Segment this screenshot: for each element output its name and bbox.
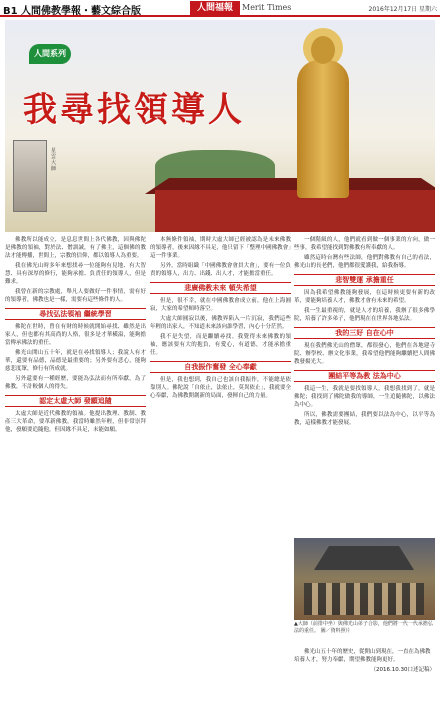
masthead xyxy=(0,0,440,17)
paragraph: 佛光山五十年的歷史，從開山到現在，一直在為佛教培養人才，努力奉獻，期望佛教能夠更好。 xyxy=(294,649,431,663)
paragraph: 我這一生，我就是要找領導人，我想我找到了，就是佛陀；我找到了佛陀做我的導師，一生追隨佛陀，以佛法為中心。 xyxy=(294,386,435,408)
brand-name: Merit Times xyxy=(242,3,292,12)
portrait-label: 星雲大師 xyxy=(51,148,57,172)
subheading: 尋找弘法領袖 繼統學習 xyxy=(5,308,146,320)
subheading: 團結平等為教 法為中心 xyxy=(294,370,435,382)
newspaper-logo: 人間福報 xyxy=(190,1,240,15)
column-1 xyxy=(5,236,146,436)
buddha-body xyxy=(297,60,349,198)
paragraph: 我曾在新的宗教處，舉凡人要做好一件事情，需有好的領導者，佛教也是一樣，需要有這些條件的人。 xyxy=(5,289,146,303)
subheading: 認定太虛大師 發願追隨 xyxy=(5,395,146,407)
paragraph: 我一生最重視的，就是人才的培養，我辦了很多佛學院，培養了許多弟子，他們現在在世界各地弘法。 xyxy=(294,308,435,322)
series-badge: 人間系列 xyxy=(29,44,71,64)
buddha-statue xyxy=(297,28,349,198)
subheading: 自我振作奮發 全心奉獻 xyxy=(150,361,291,373)
paragraph: 但是，我也想到，我自己也該自我振作，不能總是依靠別人。佛陀說「自依止，法依止，莫異依止」，我就要全心奉獻，為佛教開創新的局面，發揮自己的力量。 xyxy=(150,377,291,399)
paragraph: 因為我希望佛教能夠發展，在這時候更要有新的改革，要能夠培養人才，佛教才會有未來的希望。 xyxy=(294,290,435,304)
paragraph: 大虛大師圓寂以後，佛教界陷入一片沉寂，我們這些年輕的出家人，不知道未來該向誰學習，內心十分茫然。 xyxy=(150,316,291,330)
paragraph: 我在佛光山時多年來想找尋一位能夠有見地、有大智慧、具有深厚的修行，能夠承擔、負責任的領導人，但是難求。 xyxy=(5,263,146,285)
paragraph: 雖然這時台灣有些法師，他們對佛教有自己的看法，佛光山的長老們，他們都很愛護我，給我指導。 xyxy=(294,255,435,269)
buddha-head xyxy=(311,36,335,64)
subheading: 悲廣佛教未來 頓失希望 xyxy=(150,282,291,294)
paragraph: 但是，很不幸，就在中國佛教會成立前，他在上海圓寂，大家的希望頓時落空。 xyxy=(150,298,291,312)
closing-section xyxy=(294,648,435,674)
subheading: 我的三好 自在心中 xyxy=(294,327,435,339)
photo-people xyxy=(304,583,424,615)
paragraph: 佛教所以能成立，是息息世間上各代佛教，因與佛陀是佛教的領袖，對於法、僧訓誡，有了佛主，這個佛的教法才能傳播，世間上，宗教的信仰，都以領導人為重要。 xyxy=(5,237,146,259)
photo-caption: ▲大師（前排中坐）與佛光山弟子合影，他們將一代一代承擔弘法的重任。 圖／資料照片 xyxy=(294,621,433,634)
photo-temple-roof xyxy=(314,546,414,570)
article-title: 我尋找領導人 xyxy=(23,90,245,130)
subheading: 悲智雙運 承擔重任 xyxy=(294,274,435,286)
paragraph: 佛光山開山五十年，就是在尋找領導人；我說人有才華，還要有品德，品德是最重要的；另外要有悲心，能夠慈悲度眾，修行有所成就。 xyxy=(5,350,146,372)
paragraph: 我不是失望，而是繼續尋找。我覺得未來佛教的領袖，應該要有大的抱負，有愛心，有道德，才能承擔重任。 xyxy=(150,334,291,356)
group-photo xyxy=(294,538,435,620)
paragraph: 另外還要有一種經歷，要能為弘法而有所奉獻，為了佛教，不計較個人的得失。 xyxy=(5,376,146,390)
section-label: B1 人間佛教學報・藝文綜合版 xyxy=(3,6,142,17)
paragraph: 太虛大師是近代佛教的領袖。他提出教理、教制、教產三大革命，要革新佛教。我當時雖然年輕，但非常崇拜他，發願要追隨他，但因緣不具足，未能如願。 xyxy=(5,411,146,433)
paragraph: 佛陀在世時，曾在有財的時候就開始尋找、雖然是出家人，但也都有其高尚的人格，很多是才華橫溢，能夠擔當傳承佛法的重任。 xyxy=(5,324,146,346)
paragraph: 一個階級的人，他們就看到做一個事業的方向，做一些事，我希望能找到對佛教有所奉獻的人。 xyxy=(294,237,435,251)
hero-banner xyxy=(5,20,435,232)
sign-off: （2016.10.30口述記稿） xyxy=(370,667,435,673)
paragraph: 另外，當時組織「中國佛教會會員大會」，要有一位負責的領導人，出力、出錢、出人才，才能擔當重任。 xyxy=(150,263,291,277)
paragraph: 現在我們佛光山的僧眾，都很發心，他們在各地建寺院、辦學校、辦文化事業，我希望他們能夠繼續把人間佛教發揚光大。 xyxy=(294,343,435,365)
author-portrait xyxy=(13,140,47,212)
temple-illustration xyxy=(155,190,435,232)
paragraph: 本無條件領袖，期時大虛大師已經被認為是未來佛教的領導者，後來因緣不具足，他只留下「整理中國佛教會」這一件事業。 xyxy=(150,237,291,259)
column-3 xyxy=(294,236,435,429)
paragraph: 所以，佛教需要團結，我們要以法為中心，以平等為教，這樣佛教才能發展。 xyxy=(294,412,435,426)
issue-date: 2016年12月17日 星期六 xyxy=(368,6,437,13)
column-2 xyxy=(150,236,291,402)
